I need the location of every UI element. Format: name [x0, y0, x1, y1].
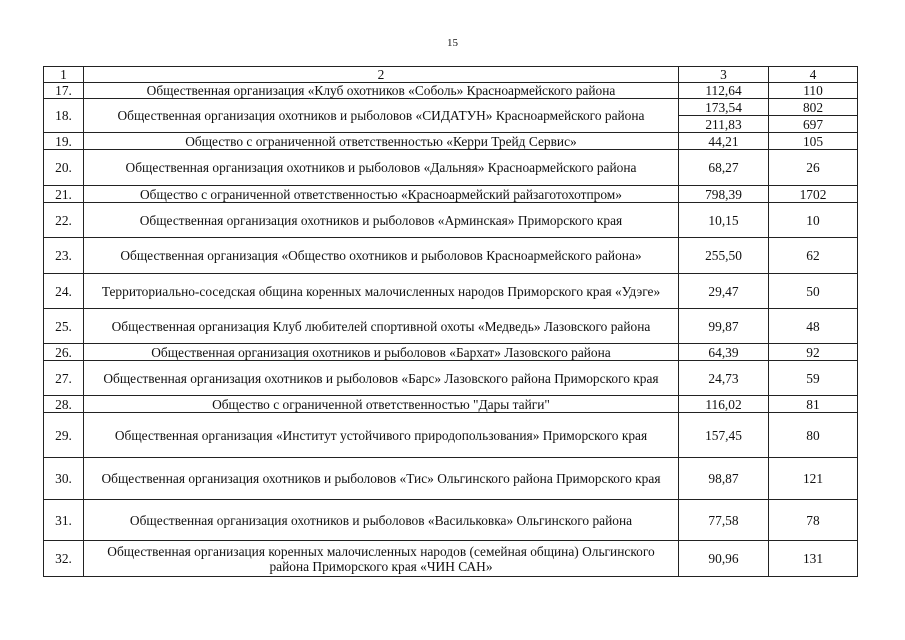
row-number: 28.	[44, 396, 84, 413]
row-number: 25.	[44, 309, 84, 344]
organization-name: Территориально-соседская община коренных малочисленных народов Приморского края «Удэге»	[84, 274, 679, 309]
organization-name: Общественная организация коренных малочисленных народов (семейная община) Ольгинского района Приморского края «ЧИН САН»	[84, 541, 679, 577]
table-row	[44, 396, 858, 413]
row-number: 23.	[44, 238, 84, 274]
table-row	[44, 541, 858, 577]
area-value: 44,21	[679, 133, 769, 150]
organization-name: Общественная организация охотников и рыболовов «Тис» Ольгинского района Приморского края	[84, 458, 679, 500]
organization-name: Общественная организация Клуб любителей спортивной охоты «Медведь» Лазовского района	[84, 309, 679, 344]
table-row	[44, 83, 858, 99]
table-row	[44, 238, 858, 274]
table-row	[44, 150, 858, 186]
count-value: 110	[769, 83, 858, 99]
area-value: 90,96	[679, 541, 769, 577]
area-value: 99,87	[679, 309, 769, 344]
page-number: 15	[447, 37, 458, 49]
count-value: 81	[769, 396, 858, 413]
row-number: 29.	[44, 413, 84, 458]
count-value: 92	[769, 344, 858, 361]
row-number: 26.	[44, 344, 84, 361]
row-number: 20.	[44, 150, 84, 186]
organization-name: Общественная организация охотников и рыболовов «Бархат» Лазовского района	[84, 344, 679, 361]
area-value: 798,39	[679, 186, 769, 203]
table-row	[44, 458, 858, 500]
row-number: 19.	[44, 133, 84, 150]
organization-name: Общественная организация «Институт устойчивого природопользования» Приморского края	[84, 413, 679, 458]
count-value: 78	[769, 500, 858, 541]
area-value: 29,47	[679, 274, 769, 309]
table-row	[44, 203, 858, 238]
area-value: 98,87	[679, 458, 769, 500]
table-row	[44, 500, 858, 541]
row-number: 18.	[44, 99, 84, 133]
row-number: 30.	[44, 458, 84, 500]
area-value: 77,58	[679, 500, 769, 541]
row-number: 32.	[44, 541, 84, 577]
organization-name: Общественная организация охотников и рыболовов «Васильковка» Ольгинского района	[84, 500, 679, 541]
area-value: 255,50	[679, 238, 769, 274]
table-row	[44, 274, 858, 309]
organization-name: Общественная организация охотников и рыболовов «Арминская» Приморского края	[84, 203, 679, 238]
table-row	[44, 309, 858, 344]
area-value: 116,02	[679, 396, 769, 413]
row-number: 21.	[44, 186, 84, 203]
count-value: 802	[769, 99, 858, 116]
table-row	[44, 344, 858, 361]
count-value: 26	[769, 150, 858, 186]
count-value: 50	[769, 274, 858, 309]
organization-name: Общественная организация охотников и рыболовов «Дальняя» Красноармейского района	[84, 150, 679, 186]
organization-name: Общественная организация охотников и рыболовов «Барс» Лазовского района Приморского края	[84, 361, 679, 396]
header-col-4: 4	[769, 67, 858, 83]
organization-name: Общественная организация «Клуб охотников «Соболь» Красноармейского района	[84, 83, 679, 99]
hunting-grounds-table	[43, 66, 858, 577]
area-value: 157,45	[679, 413, 769, 458]
table-row	[44, 361, 858, 396]
row-number: 27.	[44, 361, 84, 396]
table-row	[44, 133, 858, 150]
area-value: 211,83	[679, 116, 769, 133]
count-value: 59	[769, 361, 858, 396]
count-value: 80	[769, 413, 858, 458]
organization-name: Общественная организация охотников и рыболовов «СИДАТУН» Красноармейского района	[84, 99, 679, 133]
table-header-row	[44, 67, 858, 83]
table-row	[44, 99, 858, 116]
organization-name: Общество с ограниченной ответственностью «Керри Трейд Сервис»	[84, 133, 679, 150]
count-value: 131	[769, 541, 858, 577]
count-value: 105	[769, 133, 858, 150]
organization-name: Общество с ограниченной ответственностью "Дары тайги"	[84, 396, 679, 413]
area-value: 10,15	[679, 203, 769, 238]
organization-name: Общество с ограниченной ответственностью «Красноармейский райзаготохотпром»	[84, 186, 679, 203]
organization-name: Общественная организация «Общество охотников и рыболовов Красноармейского района»	[84, 238, 679, 274]
count-value: 48	[769, 309, 858, 344]
count-value: 10	[769, 203, 858, 238]
header-col-3: 3	[679, 67, 769, 83]
area-value: 68,27	[679, 150, 769, 186]
row-number: 31.	[44, 500, 84, 541]
header-col-2: 2	[84, 67, 679, 83]
count-value: 121	[769, 458, 858, 500]
row-number: 17.	[44, 83, 84, 99]
count-value: 1702	[769, 186, 858, 203]
area-value: 64,39	[679, 344, 769, 361]
row-number: 24.	[44, 274, 84, 309]
header-col-1: 1	[44, 67, 84, 83]
table-row	[44, 413, 858, 458]
row-number: 22.	[44, 203, 84, 238]
count-value: 62	[769, 238, 858, 274]
table-row	[44, 186, 858, 203]
area-value: 24,73	[679, 361, 769, 396]
area-value: 112,64	[679, 83, 769, 99]
count-value: 697	[769, 116, 858, 133]
area-value: 173,54	[679, 99, 769, 116]
